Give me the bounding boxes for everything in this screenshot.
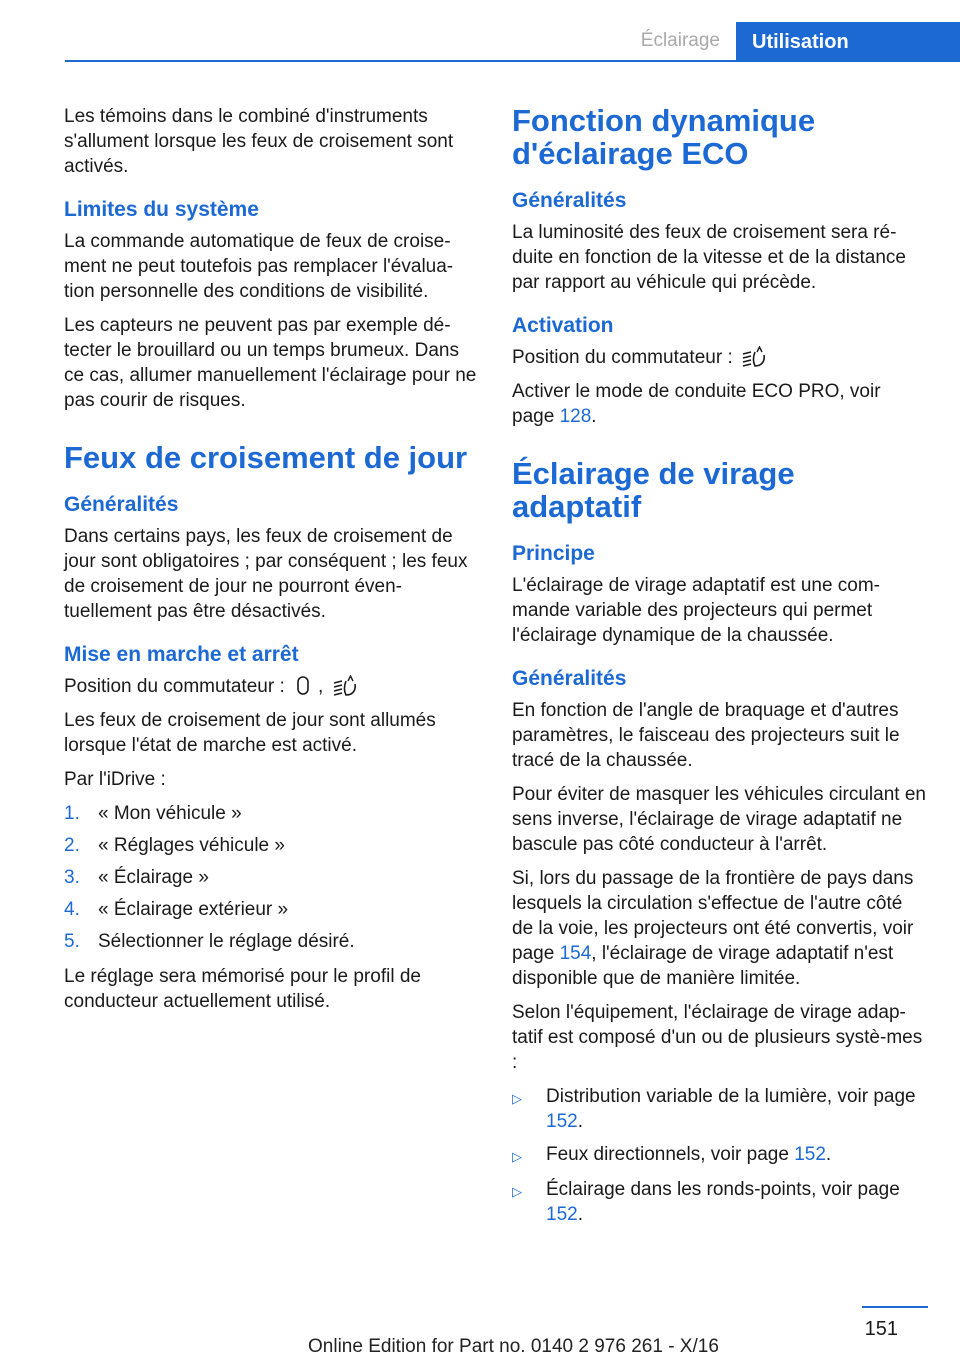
eco-heading: Fonction dynamique d'éclairage ECO (512, 103, 816, 171)
right-column (512, 104, 928, 1235)
adaptive-paragraph-3 (512, 866, 928, 991)
step-text: « Éclairage » (98, 867, 209, 888)
general-paragraph: Dans certains pays, les feux de croisement de jour sont obligatoires ; par conséquent ; les feux de croisement de jour ne pourront éven-tuellement pas être désactivés. (64, 526, 468, 622)
drl-heading: Feux de croisement de jour (64, 440, 468, 475)
page-link-154[interactable]: 154 (559, 943, 592, 964)
limits-heading: Limites du système (64, 198, 259, 221)
adaptive-p3-text: Si, lors du passage de la frontière de pays dans lesquels la circulation s'effectue de l'autre côté de la voie, les projecteurs ont été convertis, voir page (512, 868, 914, 964)
page-number: 151 (864, 1318, 898, 1340)
step-number: 1. (64, 803, 80, 824)
saved-profile-paragraph: Le réglage sera mémorisé pour le profil de conducteur actuellement utilisé. (64, 966, 421, 1012)
adaptive-paragraph-4: Selon l'équipement, l'éclairage de virage adap-tatif est composé d'un ou de plusieurs systè-mes : (512, 1002, 923, 1073)
bullet-text: Éclairage dans les ronds-points, voir page (546, 1179, 900, 1200)
general-heading: Généralités (64, 493, 179, 516)
adaptive-heading: Éclairage de virage adaptatif (512, 456, 795, 524)
step-number: 4. (64, 899, 80, 920)
footer-rule (862, 1306, 928, 1308)
idrive-label: Par l'iDrive : (64, 769, 166, 790)
activation-text: Activer le mode de conduite ECO PRO, voir page (512, 381, 881, 427)
eco-general-heading: Généralités (512, 189, 627, 212)
activation-switch-line (512, 345, 928, 370)
step-number: 5. (64, 931, 80, 952)
step-number: 2. (64, 835, 80, 856)
principle-heading: Principe (512, 542, 595, 565)
section-title: Éclairage (640, 30, 720, 51)
systems-list (512, 1084, 928, 1227)
page-link-152[interactable]: 152 (546, 1204, 578, 1225)
auto-headlight-icon (333, 675, 359, 697)
adaptive-paragraph-2: Pour éviter de masquer les véhicules circulant en sens inverse, l'éclairage de virage adaptatif ne bascule pas côté conducteur à l'arrêt. (512, 784, 926, 855)
bullet-text: Distribution variable de la lumière, voir page (546, 1086, 916, 1107)
page-link-152[interactable]: 152 (546, 1111, 578, 1132)
step-text: « Éclairage extérieur » (98, 899, 289, 920)
step-text: « Réglages véhicule » (98, 835, 285, 856)
left-column (64, 104, 478, 1023)
intro-paragraph: Les témoins dans le combiné d'instruments s'allument lorsque les feux de croisement sont activés. (64, 106, 454, 177)
activation-switch-label: Position du commutateur : (512, 347, 733, 368)
list-item (512, 1142, 928, 1169)
step-item (64, 833, 478, 858)
activation-end: . (591, 406, 597, 427)
switch-separator: , (318, 676, 324, 697)
header-rule (65, 60, 960, 62)
step-text: Sélectionner le réglage désiré. (98, 931, 355, 952)
adaptive-paragraph-1: En fonction de l'angle de braquage et d'autres paramètres, le faisceau des projecteurs suit le tracé de la chaussée. (512, 700, 900, 771)
bullet-end: . (577, 1204, 583, 1225)
limits-paragraph-1: La commande automatique de feux de croise-ment ne peut toutefois pas remplacer l'évalua-tion personnelle des conditions de visibilité. (64, 231, 454, 302)
activation-heading: Activation (512, 314, 614, 337)
bullet-text: Feux directionnels, voir page (546, 1144, 789, 1165)
eco-general-paragraph: La luminosité des feux de croisement sera ré-duite en fonction de la vitesse et de la distance par rapport au véhicule qui précède. (512, 222, 906, 293)
triangle-bullet-icon: ▷ (512, 1149, 522, 1164)
switch-off-icon (294, 675, 314, 697)
on-off-heading: Mise en marche et arrêt (64, 643, 299, 666)
step-text: « Mon véhicule » (98, 803, 242, 824)
step-number: 3. (64, 867, 80, 888)
adaptive-general-heading: Généralités (512, 667, 627, 690)
chapter-tab: Utilisation (736, 22, 960, 62)
page-link-128[interactable]: 128 (559, 406, 592, 427)
edition-line: Online Edition for Part no. 0140 2 976 261 - X/16 (308, 1336, 719, 1357)
page-header (65, 22, 960, 62)
triangle-bullet-icon: ▷ (512, 1091, 522, 1106)
auto-headlight-icon (742, 346, 768, 368)
bullet-end: . (825, 1144, 832, 1165)
switch-position-label: Position du commutateur : (64, 676, 285, 697)
step-item (64, 865, 478, 890)
triangle-bullet-icon: ▷ (512, 1184, 522, 1199)
bullet-end: . (577, 1111, 583, 1132)
idrive-steps (64, 801, 478, 954)
on-off-paragraph: Les feux de croisement de jour sont allumés lorsque l'état de marche est activé. (64, 710, 436, 756)
principle-paragraph: L'éclairage de virage adaptatif est une com-mande variable des projecteurs qui permet l'éclairage dynamique de la chaussée. (512, 575, 881, 646)
page-link-152[interactable]: 152 (794, 1144, 826, 1165)
step-item (64, 801, 478, 826)
list-item (512, 1084, 928, 1134)
limits-paragraph-2: Les capteurs ne peuvent pas par exemple dé-tecter le brouillard ou un temps brumeux. Dans ce cas, allumer manuellement l'éclairage pour ne pas courir de risques. (64, 315, 477, 411)
activation-paragraph (512, 379, 928, 429)
adaptive-p3-end: , l'éclairage de virage adaptatif n'est disponible que de manière limitée. (512, 943, 894, 989)
switch-position-line (64, 674, 478, 699)
list-item (512, 1177, 928, 1227)
step-item (64, 897, 478, 922)
step-item (64, 929, 478, 954)
